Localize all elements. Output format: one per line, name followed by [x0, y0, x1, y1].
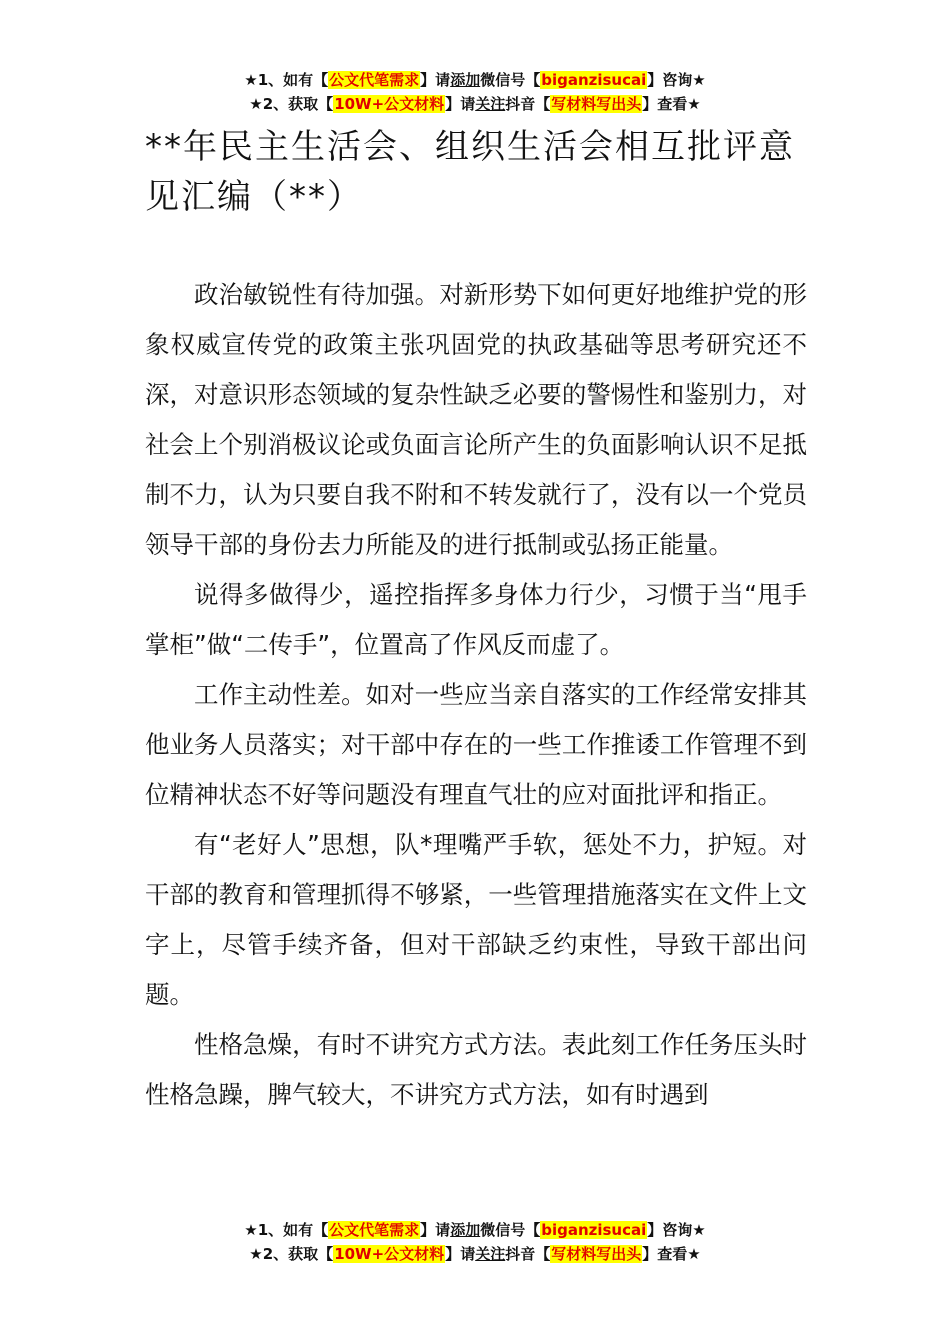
banner-text: 】请	[445, 1245, 476, 1263]
paragraph-5: 性格急燥，有时不讲究方式方法。表此刻工作任务压头时性格急躁，脾气较大，不讲究方式方法，如有时遇到	[145, 1030, 807, 1109]
banner-line-1	[0, 1218, 950, 1242]
header-banner	[0, 68, 950, 116]
paragraph-3: 工作主动性差。如对一些应当亲自落实的工作经常安排其他业务人员落实；对干部中存在的一些工作推诿工作管理不到位精神状态不好等问题没有理直气壮的应对面批评和指正。	[145, 680, 807, 809]
banner-text: ★1、如有【	[244, 71, 329, 89]
banner-highlight: 公文代笔需求	[329, 71, 420, 89]
banner-text: 】咨询★	[647, 1221, 706, 1239]
banner-emphasis: 关注	[475, 95, 506, 113]
banner-line-2	[0, 1242, 950, 1266]
banner-emphasis: 添加	[450, 1221, 481, 1239]
banner-text: 】查看★	[642, 1245, 701, 1263]
paragraph-4: 有“老好人”思想，队*理嘴严手软，惩处不力，护短。对干部的教育和管理抓得不够紧，一些管理措施落实在文件上文字上，尽管手续齐备，但对干部缺乏约束性，导致干部出问题。	[145, 830, 807, 1009]
banner-highlight: biganzisucai	[541, 71, 647, 89]
banner-emphasis: 关注	[475, 1245, 506, 1263]
banner-text: ★2、获取【	[249, 95, 334, 113]
banner-text: 微信号【	[480, 71, 541, 89]
banner-text: ★2、获取【	[249, 1245, 334, 1263]
banner-line-2	[0, 92, 950, 116]
banner-highlight: 10W+公文材料	[334, 1245, 445, 1263]
banner-text: 】查看★	[642, 95, 701, 113]
banner-highlight: biganzisucai	[541, 1221, 647, 1239]
banner-text: 】请	[420, 71, 451, 89]
banner-text: 抖音【	[505, 1245, 551, 1263]
paragraph-1: 政治敏锐性有待加强。对新形势下如何更好地维护党的形象权威宣传党的政策主张巩固党的执政基础等思考研究还不深，对意识形态领域的复杂性缺乏必要的警惕性和鉴别力，对社会上个别消极议论或负面言论所产生的负面影响认识不足抵制不力，认为只要自我不附和不转发就行了，没有以一个党员领导干部的身份去力所能及的进行抵制或弘扬正能量。	[145, 280, 807, 559]
banner-highlight: 写材料写出头	[551, 95, 642, 113]
banner-highlight: 10W+公文材料	[334, 95, 445, 113]
banner-emphasis: 添加	[450, 71, 481, 89]
banner-text: 】请	[445, 95, 476, 113]
banner-text: 抖音【	[505, 95, 551, 113]
banner-line-1	[0, 68, 950, 92]
banner-highlight: 公文代笔需求	[329, 1221, 420, 1239]
document-title: **年民主生活会、组织生活会相互批评意见汇编（**）	[145, 127, 795, 217]
banner-text: 】咨询★	[647, 71, 706, 89]
banner-text: 微信号【	[480, 1221, 541, 1239]
banner-text: 】请	[420, 1221, 451, 1239]
banner-text: ★1、如有【	[244, 1221, 329, 1239]
banner-highlight: 写材料写出头	[551, 1245, 642, 1263]
document-body	[145, 270, 807, 1120]
paragraph-2: 说得多做得少，遥控指挥多身体力行少，习惯于当“甩手掌柜”做“二传手”，位置高了作风反而虚了。	[145, 580, 807, 659]
footer-banner	[0, 1218, 950, 1266]
